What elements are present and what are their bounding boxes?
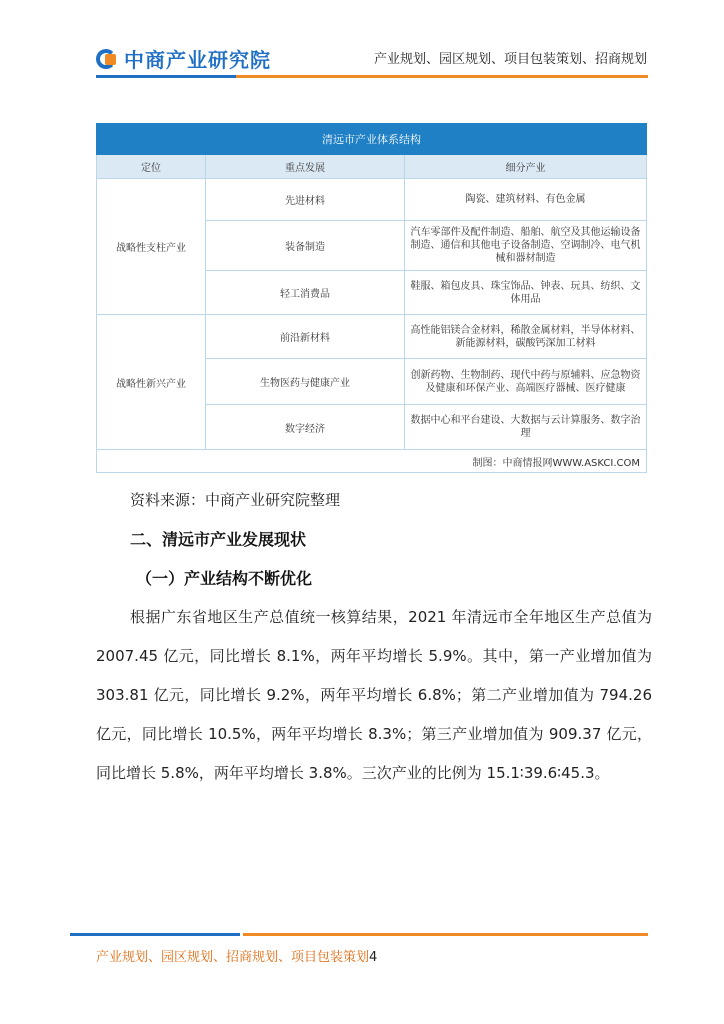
focus-cell: 生物医药与健康产业 (206, 359, 405, 405)
focus-cell: 前沿新材料 (206, 315, 405, 359)
table-row (97, 315, 647, 359)
table-title: 清远市产业体系结构 (97, 124, 647, 155)
footer-divider-orange (243, 933, 648, 936)
column-header: 细分产业 (405, 155, 647, 179)
logo-icon (96, 47, 120, 71)
page-number: 4 (369, 950, 378, 965)
sub-industry-cell: 陶瓷、建筑材料、有色金属 (405, 179, 647, 221)
company-logo (96, 44, 271, 73)
category-cell: 战略性支柱产业 (97, 179, 206, 315)
focus-cell: 装备制造 (206, 221, 405, 271)
focus-cell: 数字经济 (206, 405, 405, 450)
category-cell: 战略性新兴产业 (97, 315, 206, 450)
focus-cell: 轻工消费品 (206, 271, 405, 315)
header-divider-orange (236, 75, 648, 78)
sub-industry-cell: 高性能铝镁合金材料，稀散金属材料，半导体材料、新能源材料，碳酸钙深加工材料 (405, 315, 647, 359)
logo-text: 中商产业研究院 (124, 48, 271, 72)
footer-slogan: 产业规划、园区规划、招商规划、项目包装策划 (96, 950, 370, 965)
column-header: 定位 (97, 155, 206, 179)
sub-industry-cell: 鞋服、箱包皮具、珠宝饰品、钟表、玩具、纺织、文体用品 (405, 271, 647, 315)
sub-industry-cell: 汽车零部件及配件制造、船舶、航空及其他运输设备制造、通信和其他电子设备制造、空调制冷、电气机械和器材制造 (405, 221, 647, 271)
section-heading: 二、清远市产业发展现状 (130, 530, 307, 549)
body-paragraph: 根据广东省地区生产总值统一核算结果，2021 年清远市全年地区生产总值为 2007.45 亿元，同比增长 8.1%，两年平均增长 5.9%。其中，第一产业增加值为 303.81 亿元，同比增长 9.2%，两年平均增长 6.8%；第二产业增加值为 794.26 亿元，同比增长 10.5%，两年平均增长 8.3%；第三产业增加值为 909.37 亿元，同比增长 5.8%，两年平均增长 3.8%。三次产业的比例为 15.1∶39.6∶45.3。 (96, 608, 652, 782)
subsection-heading: （一）产业结构不断优化 (136, 569, 313, 588)
footer-divider-blue (70, 933, 240, 936)
sub-industry-cell: 数据中心和平台建设、大数据与云计算服务、数字治理 (405, 405, 647, 450)
column-header: 重点发展 (206, 155, 405, 179)
focus-cell: 先进材料 (206, 179, 405, 221)
industry-structure-table (96, 123, 647, 473)
sub-industry-cell: 创新药物、生物制药、现代中药与原辅料、应急物资及健康和环保产业、高端医疗器械、医疗健康 (405, 359, 647, 405)
source-note: 资料来源：中商产业研究院整理 (130, 491, 341, 509)
table-credit: 制图：中商情报网WWW.ASKCI.COM (97, 450, 647, 473)
page-footer (96, 946, 377, 965)
header-slogan: 产业规划、园区规划、项目包装策划、招商规划 (373, 52, 647, 67)
table-row (97, 179, 647, 221)
header-divider-blue (96, 75, 236, 78)
